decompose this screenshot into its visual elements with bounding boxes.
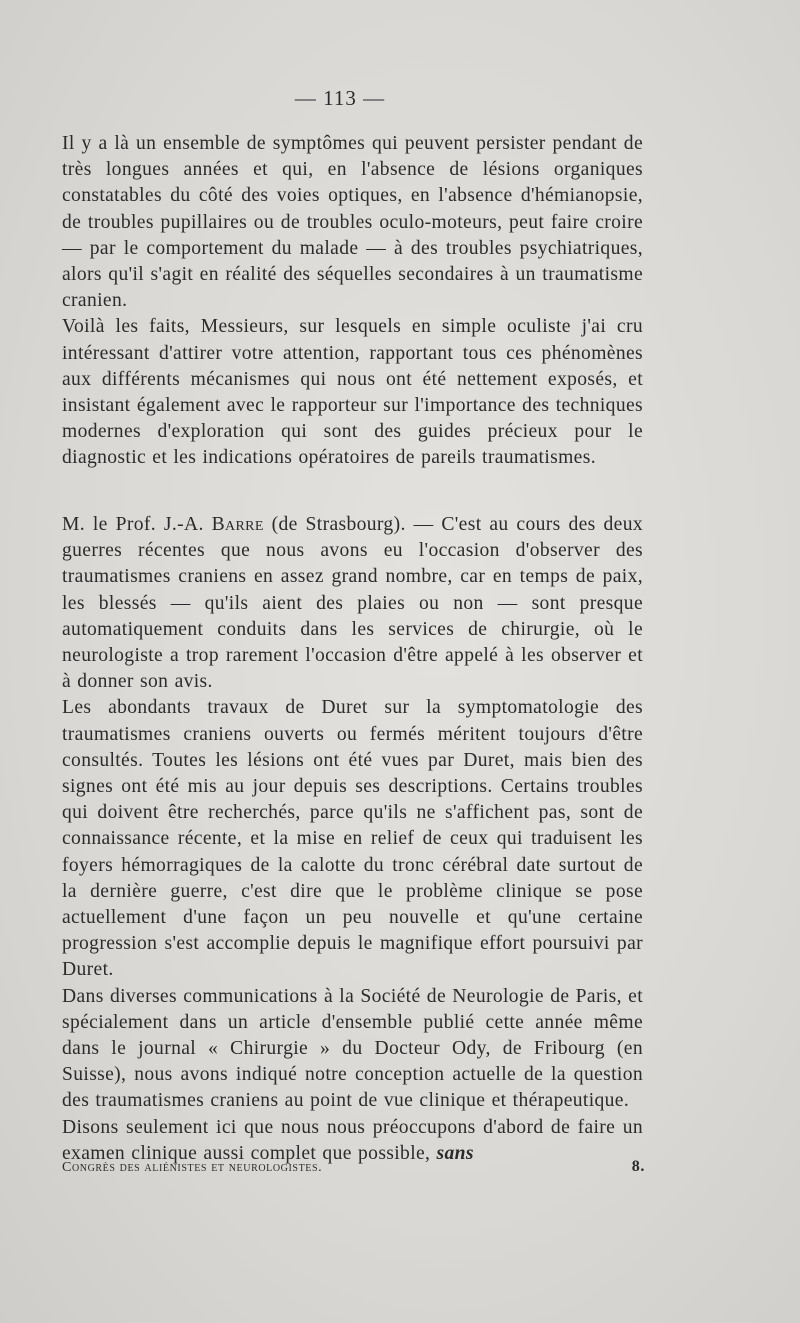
speaker-prefix: M. le Prof. J.-A. bbox=[62, 514, 212, 535]
paragraph: Les abondants travaux de Duret sur la symptomatologie des traumatismes craniens ouverts ou fermés méritent toujours d'être consultés. Toutes les lésions ont été vues par Duret, mais bien des signes ont été mis au jour depuis ses descriptions. Certains troubles qui doivent être recherchés, parce qu'ils ne s'affichent pas, sont de connaissance récente, et la mise en relief de ceux qui traduisent les foyers hémorragiques de la calotte du tronc cérébral date surtout de la dernière guerre, c'est dire que le problème clinique se pose actuellement d'une façon un peu nouvelle et qu'une certaine progression s'est accomplie depuis le magnifique effort poursuivi par Duret. bbox=[62, 697, 643, 981]
paragraph-text: Disons seulement ici que nous nous préoccupons d'abord de faire un examen clinique aussi complet que possible, bbox=[62, 1116, 643, 1164]
paragraph: Dans diverses communications à la Société de Neurologie de Paris, et spécialement dans un article d'ensemble publié cette année même dans le journal « Chirurgie » du Docteur Ody, de Fribourg (en Suisse), nous avons indiqué notre conception actuelle de la question des traumatismes craniens au point de vue clinique et thérapeutique. bbox=[62, 985, 643, 1112]
emphasis-word: sans bbox=[436, 1142, 474, 1164]
text-section-1 bbox=[62, 131, 643, 472]
speaker-name: Barre bbox=[211, 514, 264, 535]
footer-title: Congrès des aliénistes et neurologistes. bbox=[62, 1160, 323, 1175]
paragraph: Voilà les faits, Messieurs, sur lesquels en simple oculiste j'ai cru intéressant d'attirer votre attention, rapportant tous ces phénomènes aux différents mécanismes qui nous ont été nettement exposés, et insistant également avec le rapporteur sur l'importance des techniques modernes d'exploration qui sont des guides précieux pour le diagnostic et les indications opératoires de pareils traumatismes. bbox=[62, 316, 643, 469]
speaker-paragraph bbox=[62, 512, 643, 695]
speaker-text: (de Strasbourg). — C'est au cours des deux guerres récentes que nous avons eu l'occasion d'observer des traumatismes craniens en assez grand nombre, car en temps de paix, les blessés — qu'ils aient des plaies ou non — sont presque automatiquement conduits dans les services de chirurgie, où le neurologiste a trop rarement l'occasion d'être appelé à les observer et à donner son avis. bbox=[62, 514, 643, 693]
signature-mark: 8. bbox=[631, 1158, 645, 1175]
paragraph: Il y a là un ensemble de symptômes qui peuvent persister pendant de très longues années et qui, en l'absence de lésions organiques constatables du côté des voies optiques, en l'absence d'hémianopsie, de troubles pupillaires ou de troubles oculo-moteurs, peut faire croire — par le comportement du malade — à des troubles psychiatriques, alors qu'il s'agit en réalité des séquelles secondaires à un traumatisme cranien. bbox=[62, 133, 643, 312]
page-footer bbox=[62, 1160, 643, 1176]
page-number: — 113 — bbox=[294, 86, 386, 110]
text-section-2 bbox=[62, 512, 643, 1167]
